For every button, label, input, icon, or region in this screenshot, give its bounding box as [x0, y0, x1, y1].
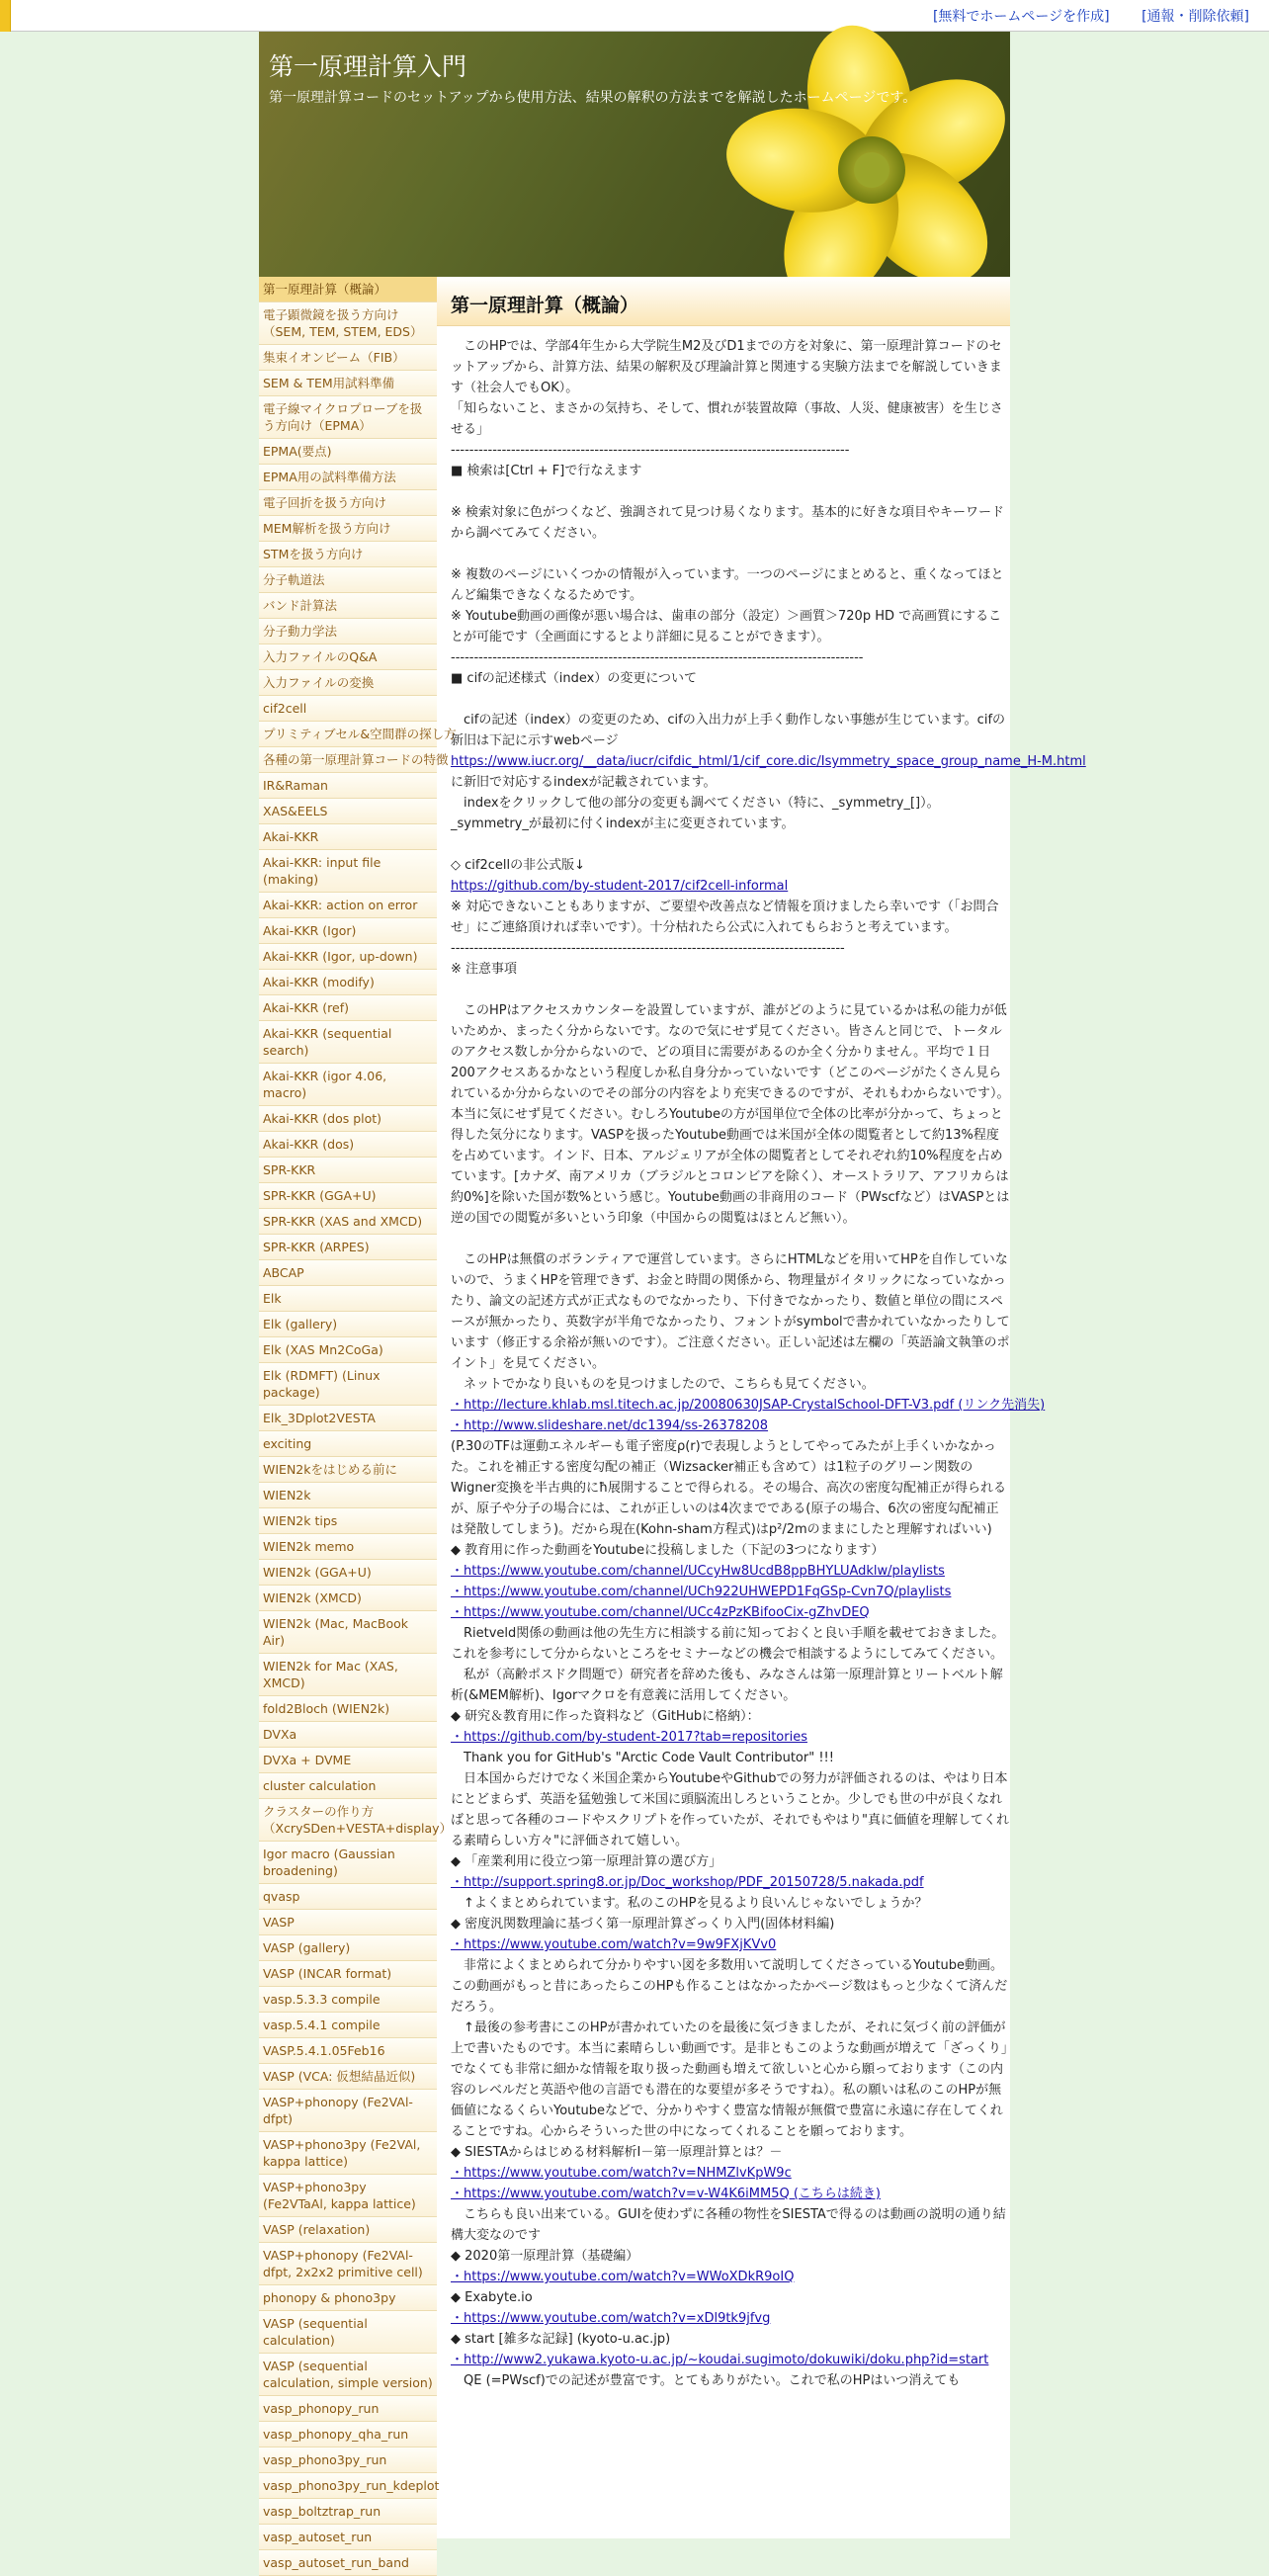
link-line[interactable]: ・https://github.com/by-student-2017?tab=repositories	[451, 1730, 807, 1745]
article-body	[437, 326, 1086, 2391]
sidebar-item[interactable]: vasp.5.4.1 compile	[259, 2013, 437, 2038]
link-line[interactable]: ・https://www.youtube.com/watch?v=9w9FXjKVv0	[451, 1937, 777, 1952]
sidebar-item[interactable]: 電子回折を扱う方向け	[259, 490, 437, 516]
blank-line	[451, 1229, 1010, 1249]
sidebar-item[interactable]: vasp_autoset_run_band	[259, 2550, 437, 2576]
site-header	[259, 32, 1010, 277]
text-line: ◆ 教育用に作った動画をYoutubeに投稿しました（下記の3つになります）	[451, 1543, 885, 1558]
text-line: に新旧で対応するindexが記載されています。	[451, 775, 717, 790]
sidebar-item[interactable]: VASP+phonopy (Fe2VAl-dfpt)	[259, 2090, 437, 2132]
sidebar-item[interactable]: Elk	[259, 1286, 437, 1312]
link-line[interactable]: ・https://www.youtube.com/watch?v=xDl9tk9jfvg	[451, 2311, 771, 2326]
sidebar-item[interactable]: Akai-KKR (ref)	[259, 995, 437, 1021]
sidebar-item[interactable]: Akai-KKR (sequential search)	[259, 1021, 437, 1064]
text-line: Rietveld関係の動画は他の先生方に相談する前に知っておくと良い手順を載せておきました。これを参考にして分からないところをセミナーなどの機会で相談するようにしてみてください。	[451, 1626, 1005, 1662]
link-line[interactable]: ・https://www.youtube.com/channel/UCcyHw8UcdB8ppBHYLUAdklw/playlists	[451, 1564, 945, 1579]
sidebar-item[interactable]: EPMA(要点)	[259, 439, 437, 465]
text-line: ◆ 密度汎関数理論に基づく第一原理計算ざっくり入門(固体材料編)	[451, 1917, 835, 1932]
text-line: ◆ SIESTAからはじめる材料解析I－第一原理計算とは？－	[451, 2145, 783, 2160]
sidebar-item[interactable]: 第一原理計算（概論）	[259, 277, 437, 302]
sidebar-item[interactable]: DVXa	[259, 1722, 437, 1748]
link-line[interactable]: ・http://www.slideshare.net/dc1394/ss-26378208	[451, 1418, 769, 1433]
sidebar-item[interactable]: Akai-KKR (dos)	[259, 1132, 437, 1158]
sidebar-item[interactable]: VASP.5.4.1.05Feb16	[259, 2038, 437, 2064]
text-line: ※ 複数のページにいくつかの情報が入っています。一つのページにまとめると、重くなってほとんど編集できなくなるためです。	[451, 567, 1004, 603]
text-line: ◆ 2020第一原理計算（基礎編）	[451, 2249, 639, 2264]
link-line[interactable]: ・https://www.youtube.com/channel/UCc4zPzKBifooCix-gZhvDEQ	[451, 1605, 870, 1620]
sidebar-item[interactable]: VASP (gallery)	[259, 1935, 437, 1961]
text-line: こちらも良い出来ている。GUIを使わずに各種の物性をSIESTAで得るのは動画の説明の通り結構大変なのです	[451, 2207, 1006, 2243]
sidebar-item[interactable]: vasp_boltztrap_run	[259, 2499, 437, 2525]
sidebar-item[interactable]: VASP+phono3py (Fe2VAl, kappa lattice)	[259, 2132, 437, 2175]
sidebar-item[interactable]: SPR-KKR	[259, 1158, 437, 1183]
site-title[interactable]: 第一原理計算入門	[269, 52, 467, 81]
sidebar-item[interactable]: IR&Raman	[259, 773, 437, 799]
sidebar-item[interactable]: WIEN2k (Mac, MacBook Air)	[259, 1611, 437, 1654]
sidebar-item[interactable]: VASP (sequential calculation, simple version)	[259, 2354, 437, 2396]
sidebar-item[interactable]: Akai-KKR: action on error	[259, 893, 437, 918]
sidebar-item[interactable]: Akai-KKR: input file (making)	[259, 850, 437, 893]
sidebar-item[interactable]: VASP+phono3py (Fe2VTaAl, kappa lattice)	[259, 2175, 437, 2217]
link-line[interactable]: ・http://support.spring8.or.jp/Doc_workshop/PDF_20150728/5.nakada.pdf	[451, 1875, 924, 1890]
sidebar-item[interactable]: Akai-KKR (Igor, up-down)	[259, 944, 437, 970]
text-line: ◆ start [雑多な記録] (kyoto-u.ac.jp)	[451, 2332, 671, 2347]
text-line: ■ 検索は[Ctrl + F]で行なえます	[451, 464, 642, 478]
text-line: ※ 注意事項	[451, 962, 518, 977]
sidebar-item[interactable]: Akai-KKR (Igor)	[259, 918, 437, 944]
blank-line	[451, 980, 1010, 1000]
sidebar-item[interactable]: vasp_autoset_run	[259, 2525, 437, 2550]
sidebar-item[interactable]: fold2Bloch (WIEN2k)	[259, 1696, 437, 1722]
create-free-homepage-link[interactable]: [無料でホームページを作成]	[932, 9, 1110, 25]
text-line: ◆ 研究＆教育用に作った資料など（GitHubに格納）：	[451, 1709, 760, 1724]
sidebar-item[interactable]: VASP+phonopy (Fe2VAl-dfpt, 2x2x2 primitive cell)	[259, 2243, 437, 2285]
text-line: QE (=PWscf)での記述が豊富です。とてもありがたい。これで私のHPはいつ消えても	[451, 2373, 961, 2388]
sidebar-item[interactable]: WIEN2k (GGA+U)	[259, 1560, 437, 1586]
page-title: 第一原理計算（概論）	[437, 277, 1010, 326]
sidebar-item[interactable]: SPR-KKR (ARPES)	[259, 1235, 437, 1260]
text-line: indexをクリックして他の部分の変更も調べてください（特に、_symmetry_[]）。_symmetry_が最初に付くindexが主に変更されています。	[451, 796, 940, 831]
text-line: このHPはアクセスカウンターを設置していますが、誰がどのように見ているかは私の能力が低いためか、まったく分からないです。なので気にせず見てください。皆さんと同じで、トータルのアクセス数しか分からないので、どの項目に需要があるのか全く分かりません。平均で１日200アクセスあるかなという程度しか私自身分かっていないです（どこのページがたくさん見られているか分からないのでその部分の内容をより充実できるのですが、それもわからないです）。本当に気にせず見てください。むしろYoutubeの方が国単位で全体の比率が分かって、ちょっと得した気分になります。VASPを扱ったYoutube動画では米国が全体の閲覧者として約13%程度を占めています。インド、日本、アルジェリアが全体の閲覧者としてそれぞれ約10%程度を占めています。[カナダ、南アメリカ（ブラジルとコロンビアを除く）、オーストラリア、アフリカらは約0%]を除いた国が数%という感じ。Youtube動画の非商用のコード（PWscfなど）はVASPとは逆の国での閲覧が多いという印象（中国からの閲覧はほとんど無い）。	[451, 1003, 1010, 1226]
sidebar-item[interactable]: EPMA用の試料準備方法	[259, 465, 437, 490]
sidebar-item[interactable]: Akai-KKR	[259, 824, 437, 850]
sidebar-item[interactable]: クラスターの作り方（XcrySDen+VESTA+display）	[259, 1799, 437, 1842]
page-wrapper	[259, 32, 1086, 2570]
sidebar-item[interactable]: Elk (XAS Mn2CoGa)	[259, 1337, 437, 1363]
sidebar-item[interactable]: バンド計算法	[259, 593, 437, 619]
link-line[interactable]: ・https://www.youtube.com/watch?v=NHMZlvKpW9c	[451, 2166, 792, 2181]
host-logo-icon[interactable]	[0, 0, 11, 32]
text-line: (P.30のTFは運動エネルギーも電子密度ρ(r)で表現しようとしてやってみたが上手くいかなかった。これを補正する密度勾配の補正（Wizsacker補正も含めて）は1粒子のグリーン関数のWigner変換を半古典的にħ展開することで得られる。その場合、高次の密度勾配補正が得られるが、原子や分子の場合には、これが正しいのは4次までである(原子の場合、6次の密度勾配補正は発散してしまう)。だから現在(Kohn-sham方程式)はp²/2mのままにしたと理解すればいい)	[451, 1439, 1007, 1537]
sidebar-item[interactable]: VASP	[259, 1910, 437, 1935]
text-line: cifの記述（index）の変更のため、cifの入出力が上手く動作しない事態が生じています。cifの新旧は下記に示すwebページ	[451, 713, 1006, 748]
sidebar-item[interactable]: phonopy & phono3py	[259, 2285, 437, 2311]
text-line: -----------------------------------------------------------------------------------------	[451, 650, 864, 665]
link-line[interactable]: ・http://lecture.khlab.msl.titech.ac.jp/20080630JSAP-CrystalSchool-DFT-V3.pdf (リンク先消失)	[451, 1398, 1046, 1413]
report-delete-request-link[interactable]: [通報・削除依頼]	[1142, 9, 1249, 25]
sidebar-item[interactable]: VASP (VCA: 仮想結晶近似)	[259, 2064, 437, 2090]
sidebar-item[interactable]: WIEN2kをはじめる前に	[259, 1457, 437, 1483]
text-line: 日本国からだけでなく米国企業からYoutubeやGithubでの努力が評価されるのは、やはり日本にとどまらず、英語を猛勉強して米国に頭脳流出しろということか。少しでも世の中が良くなればと思って各種のコードやスクリプトを作っていたが、それでもやはり"真に価値を理解してくれる素晴らしい方々"に評価されて嬉しい。	[451, 1771, 1009, 1848]
sidebar-item[interactable]: Elk (gallery)	[259, 1312, 437, 1337]
sidebar-item[interactable]: 各種の第一原理計算コードの特徴	[259, 747, 437, 773]
sidebar-item[interactable]: DVXa + DVME	[259, 1748, 437, 1773]
site-subtitle: 第一原理計算コードのセットアップから使用方法、結果の解釈の方法までを解説したホームページです。	[269, 90, 917, 106]
sidebar-item[interactable]: XAS&EELS	[259, 799, 437, 824]
sidebar-item[interactable]: vasp_phono3py_run_kdeplot	[259, 2473, 437, 2499]
sidebar-item[interactable]: vasp_phono3py_run	[259, 2447, 437, 2473]
sidebar-item[interactable]: cluster calculation	[259, 1773, 437, 1799]
text-line: ◆ 「産業利用に役立つ第一原理計算の選び方」	[451, 1854, 722, 1869]
link-line[interactable]: https://github.com/by-student-2017/cif2cell-informal	[451, 879, 789, 894]
sidebar-item[interactable]: WIEN2k for Mac (XAS, XMCD)	[259, 1654, 437, 1696]
text-line: Thank you for GitHub's "Arctic Code Vault Contributor" !!!	[451, 1751, 834, 1765]
sidebar-item[interactable]: Akai-KKR (modify)	[259, 970, 437, 995]
text-line: ※ 対応できないこともありますが、ご要望や改善点など情報を頂けましたら幸いです（「お問合せ」にご連絡頂ければ幸いです）。十分枯れたら公式に入れてもらおうと考えています。	[451, 900, 999, 935]
sidebar-item[interactable]: SPR-KKR (GGA+U)	[259, 1183, 437, 1209]
sidebar-item[interactable]: cif2cell	[259, 696, 437, 722]
sidebar-item[interactable]: SEM & TEM用試料準備	[259, 371, 437, 396]
link-line[interactable]: https://www.iucr.org/__data/iucr/cifdic_html/1/cif_core.dic/Isymmetry_space_group_name_H-M.html	[451, 754, 1086, 769]
blank-line	[451, 689, 1010, 710]
sidebar-item[interactable]: 電子顕微鏡を扱う方向け（SEM, TEM, STEM, EDS）	[259, 302, 437, 345]
text-line: ◆ Exabyte.io	[451, 2290, 533, 2305]
sidebar-item[interactable]: VASP (INCAR format)	[259, 1961, 437, 1987]
sidebar-item[interactable]: WIEN2k	[259, 1483, 437, 1508]
text-line: --------------------------------------------------------------------------------------	[451, 443, 850, 458]
link-line[interactable]: ・https://www.youtube.com/channel/UCh922UHWEPD1FqGSp-Cvn7Q/playlists	[451, 1585, 952, 1599]
link-line[interactable]: ・http://www2.yukawa.kyoto-u.ac.jp/~koudai.sugimoto/dokuwiki/doku.php?id=start	[451, 2353, 989, 2367]
sidebar-item[interactable]: ABCAP	[259, 1260, 437, 1286]
text-line: ※ 検索対象に色がつくなど、強調されて見つけ易くなります。基本的に好きな項目やキーワードから調べてみてください。	[451, 505, 1004, 541]
text-line: -------------------------------------------------------------------------------------	[451, 941, 845, 956]
blank-line	[451, 834, 1010, 855]
top-bar	[0, 0, 1269, 32]
sidebar-item[interactable]: vasp_phonopy_qha_run	[259, 2422, 437, 2447]
sidebar-item[interactable]: vasp.5.3.3 compile	[259, 1987, 437, 2013]
sidebar-item[interactable]: Akai-KKR (dos plot)	[259, 1106, 437, 1132]
sidebar-item[interactable]: qvasp	[259, 1884, 437, 1910]
sidebar-item[interactable]: プリミティブセル&空間群の探し方	[259, 722, 437, 747]
blank-line	[451, 544, 1010, 564]
sidebar-item[interactable]: WIEN2k tips	[259, 1508, 437, 1534]
text-line: 「知らないこと、まさかの気持ち、そして、慣れが装置故障（事故、人災、健康被害）を生じさせる」	[451, 401, 1003, 437]
sidebar-item[interactable]: Igor macro (Gaussian broadening)	[259, 1842, 437, 1884]
sidebar-item[interactable]: 電子線マイクロプローブを扱う方向け（EPMA）	[259, 396, 437, 439]
sidebar-item[interactable]: 入力ファイルの変換	[259, 670, 437, 696]
text-line: 私が（高齢ポスドク問題で）研究者を辞めた後も、みなさんは第一原理計算とリートベルト解析(&MEM解析)、Igorマクロを有意義に活用してください。	[451, 1668, 1003, 1703]
sidebar-item[interactable]: Elk (RDMFT) (Linux package)	[259, 1363, 437, 1406]
text-line: このHPは無償のボランティアで運営しています。さらにHTMLなどを用いてHPを自作していないので、うまくHPを管理できず、お金と時間の関係から、物理量がイタリックになっていなかったり、論文の記述方式が正式なものでなかったり、下付きでなかったり、数値と単位の間にスペースが無かったり、英数字が半角でなかったり、フォントがsymbolで書かれていなかったりしています（修正する余裕が無いのです）。ご注意ください。正しい記述は左欄の「英語論文執筆のポイント」を見てください。	[451, 1252, 1010, 1371]
text-line: 非常によくまとめられて分かりやすい図を多数用いて説明してくださっているYoutube動画。この動画がもっと昔にあったらこのHPも作ることはなかったかページ数はもっと少なくて済んだだろう。	[451, 1958, 1008, 2015]
text-line: ◇ cif2cellの非公式版↓	[451, 858, 585, 873]
main-content	[437, 277, 1086, 2391]
text-line: ■ cifの記述様式（index）の変更について	[451, 671, 698, 686]
text-line: ↑よくまとめられています。私のこのHPを見るより良いんじゃないでしょうか？	[451, 1896, 928, 1911]
sidebar-item[interactable]: SPR-KKR (XAS and XMCD)	[259, 1209, 437, 1235]
sidebar-item[interactable]: WIEN2k (XMCD)	[259, 1586, 437, 1611]
sidebar-item[interactable]: VASP (sequential calculation)	[259, 2311, 437, 2354]
sidebar-item[interactable]: MEM解析を扱う方向け	[259, 516, 437, 542]
flower-banner-image	[704, 22, 1040, 299]
link-line[interactable]: ・https://www.youtube.com/watch?v=WWoXDkR9oIQ	[451, 2270, 795, 2284]
sidebar-item[interactable]: Akai-KKR (igor 4.06, macro)	[259, 1064, 437, 1106]
sidebar-item[interactable]: STMを扱う方向け	[259, 542, 437, 567]
sidebar-item[interactable]: WIEN2k memo	[259, 1534, 437, 1560]
text-line: このHPでは、学部4年生から大学院生M2及びD1までの方を対象に、第一原理計算コードのセットアップから、計算方法、結果の解釈及び理論計算と関連する実験方法までを解説していきます（社会人でもOK）。	[451, 339, 1002, 395]
sidebar-item[interactable]: VASP (relaxation)	[259, 2217, 437, 2243]
sidebar-nav	[259, 277, 457, 2576]
sidebar-item[interactable]: 集束イオンビーム（FIB）	[259, 345, 437, 371]
link-line[interactable]: ・https://www.youtube.com/watch?v=v-W4K6iMM5Q (こちらは続き)	[451, 2187, 882, 2201]
text-line: ↑最後の参考書にこのHPが書かれていたのを最後に気づきましたが、それに気づく前の評価が上で書いたものです。本当に素晴らしい動画です。是非ともこのような動画が増えて「ざっくり」でなくても非常に細かな情報を取り扱った動画も増えて欲しいと心から願っております（この内容のレベルだと英語や他の言語でも潜在的な要望が多そうですね）。私の願いは私のこのHPが無価値になるくらいYoutubeなどで、分かりやすく豊富な情報が無償で豊富に永遠に存在してくれることですね。心からそういった世の中になってくれることを願っております。	[451, 2020, 1008, 2139]
sidebar-item[interactable]: exciting	[259, 1431, 437, 1457]
sidebar-item[interactable]: Elk_3Dplot2VESTA	[259, 1406, 437, 1431]
sidebar-item[interactable]: vasp_phonopy_run	[259, 2396, 437, 2422]
blank-line	[451, 481, 1010, 502]
sidebar-item[interactable]: 分子軌道法	[259, 567, 437, 593]
sidebar-item[interactable]: 入力ファイルのQ&A	[259, 644, 437, 670]
text-line: ※ Youtube動画の画像が悪い場合は、歯車の部分（設定）＞画質＞720p HD で高画質にすることが可能です（全画面にするとより詳細に見ることができます）。	[451, 609, 1002, 644]
sidebar-item[interactable]: 分子動力学法	[259, 619, 437, 644]
text-line: ネットでかなり良いものを見つけましたので、こちらも見てください。	[451, 1377, 875, 1392]
